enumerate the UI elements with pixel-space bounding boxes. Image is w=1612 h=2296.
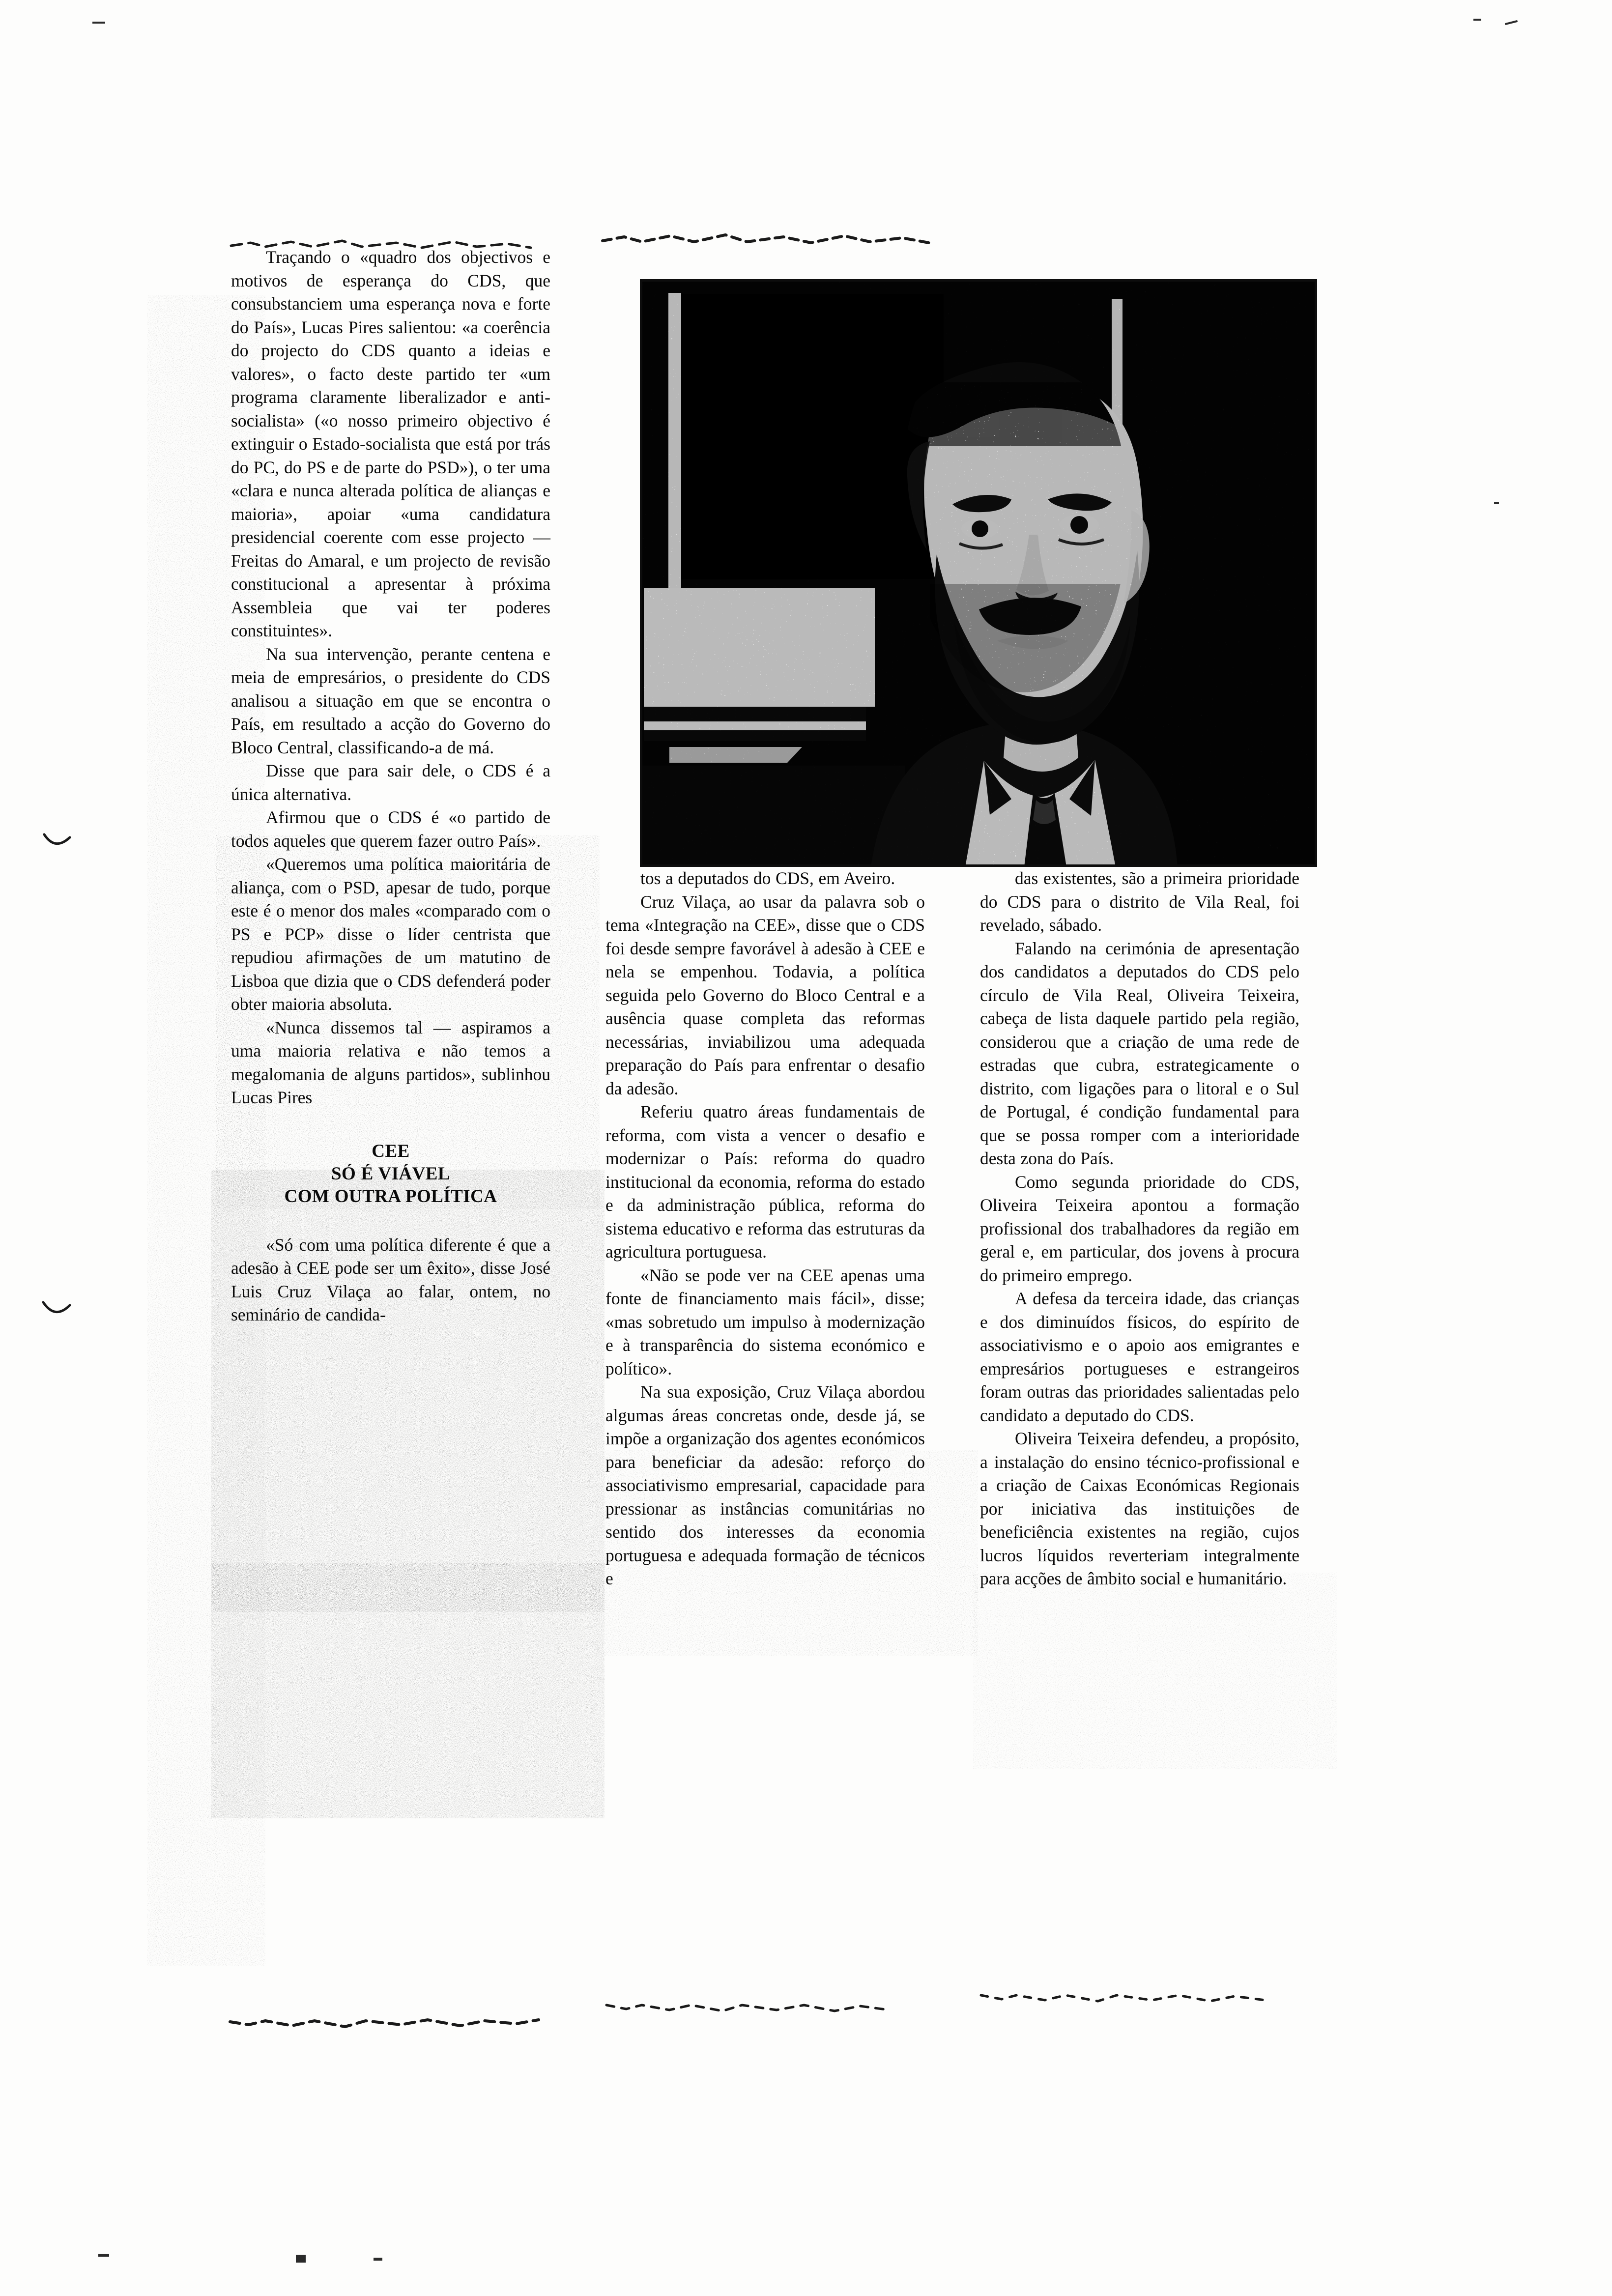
paragraph: «Queremos uma política maioritária de aliança, com o PSD, apesar de tudo, porque este é o menor dos males «comparado com o PS e PCP» disse o líder centrista que repudiou afirmações de um matutino de Lisboa que dizia que o CDS defenderá poder obter maioria absoluta. bbox=[231, 854, 550, 1014]
paragraph: Na sua exposição, Cruz Vilaça abordou algumas áreas concretas onde, desde já, se impõe a organização dos agentes económicos para beneficiar da adesão: reforço do associativismo empresarial, capacidade para pressionar as instâncias comunitárias no sentido dos interesses da economia portuguesa e adequada formação de técnicos e bbox=[605, 1382, 925, 1588]
paragraph: «Só com uma política diferente é que a adesão à CEE pode ser um êxito», disse José Luis Cruz Vilaça ao falar, ontem, no seminário de candida- bbox=[231, 1234, 550, 1324]
paragraph: Na sua intervenção, perante centena e meia de empresários, o presidente do CDS analisou a situação em que se encontra o País, em resultado a acção do Governo do Bloco Central, classificando-a de má. bbox=[231, 644, 550, 757]
paragraph: Como segunda prioridade do CDS, Oliveira Teixeira apontou a formação profissional dos trabalhadores da região em geral e, em particular, dos jovens à procura do primeiro emprego. bbox=[980, 1172, 1299, 1285]
corner-mark-right-edge bbox=[1494, 502, 1499, 504]
subhead-line-3: COM OUTRA POLÍTICA bbox=[284, 1186, 497, 1206]
subhead-line-2: SÓ É VIÁVEL bbox=[331, 1163, 451, 1184]
corner-mark-top-right bbox=[1505, 20, 1518, 25]
paragraph: Afirmou que o CDS é «o partido de todos aqueles que querem fazer outro País». bbox=[231, 807, 550, 851]
paragraph: tos a deputados do CDS, em Aveiro. bbox=[640, 868, 895, 888]
article-column-2 bbox=[605, 246, 925, 1591]
corner-mark-top-right-2 bbox=[1473, 19, 1481, 21]
paragraph: Cruz Vilaça, ao usar da palavra sob o tema «Integração na CEE», disse que o CDS foi desde sempre favorável à adesão à CEE e nela se empenhou. Todavia, a política seguida pelo Governo do Bloco Central e a ausência quase completa das reformas necessárias, inviabilizou uma adequada preparação do País para enfrentar o desafio da adesão. bbox=[605, 891, 925, 1098]
article-column-3 bbox=[980, 246, 1299, 1591]
paragraph: Referiu quatro áreas fundamentais de reforma, com vista a vencer o desafio e modernizar o País: reforma do quadro institucional da economia, reforma do estado e da administração pública, reforma do sistema educativo e reforma das estruturas da agricultura portuguesa. bbox=[605, 1102, 925, 1262]
article-column-1 bbox=[231, 246, 550, 1327]
corner-mark-bottom-mid-2 bbox=[374, 2258, 382, 2261]
paragraph: Oliveira Teixeira defendeu, a propósito, a instalação do ensino técnico-profissional e a criação de Caixas Económicas Regionais por iniciativa das instituições de beneficiência existentes na região, cujos lucros líquidos reverteriam integralmente para acções de âmbito social e humanitário. bbox=[980, 1429, 1299, 1588]
paragraph: A defesa da terceira idade, das crianças e dos diminuídos físicos, do espírito de associativismo e o apoio aos emigrantes e empresários portugueses e estrangeiros foram outras das prioridades salientadas pelo candidato a deputado do CDS. bbox=[980, 1289, 1299, 1425]
paragraph: «Nunca dissemos tal — aspiramos a uma maioria relativa e não temos a megalomania de alguns partidos», sublinhou Lucas Pires bbox=[231, 1017, 550, 1107]
margin-curl-marks bbox=[29, 796, 138, 1504]
paragraph: «Não se pode ver na CEE apenas uma fonte de financiamento mais fácil», disse; «mas sobretudo um impulso à modernização e à transparência do sistema económico e político». bbox=[605, 1265, 925, 1378]
subhead-line-1: CEE bbox=[372, 1141, 410, 1161]
corner-mark-bottom-left bbox=[98, 2254, 109, 2257]
section-subhead bbox=[231, 1140, 550, 1208]
corner-mark-bottom-mid bbox=[296, 2255, 306, 2263]
corner-mark-top-left bbox=[92, 22, 105, 24]
paragraph: Disse que para sair dele, o CDS é a única alternativa. bbox=[231, 761, 550, 804]
paragraph: Traçando o «quadro dos objectivos e motivos de esperança do CDS, que consubstanciem uma esperança nova e forte do País», Lucas Pires salientou: «a coerência do projecto do CDS quanto a ideias e valores», o facto deste partido ter «um programa claramente liberalizador e anti-socialista» («o nosso primeiro objectivo é extinguir o Estado-socialista que está por trás do PC, do PS e de parte do PSD»), o ter uma «clara e nunca alterada política de alianças e maioria», apoiar «uma candidatura presidencial coerente com esse projecto — Freitas do Amaral, e um projecto de revisão constitucional a apresentar à próxima Assembleia que vai ter poderes constituintes». bbox=[231, 247, 550, 640]
paragraph: das existentes, são a primeira prioridade do CDS para o distrito de Vila Real, foi revelado, sábado. bbox=[980, 868, 1299, 935]
paragraph: Falando na cerimónia de apresentação dos candidatos a deputados do CDS pelo círculo de Vila Real, Oliveira Teixeira, cabeça de lista daquele partido pela região, considerou que a criação de uma rede de estradas que cubra, estrategicamente o distrito, com ligações para o litoral e o Sul de Portugal, é condição fundamental para que se possa romper com a interioridade desta zona do País. bbox=[980, 938, 1299, 1168]
article-body bbox=[231, 246, 1332, 2108]
